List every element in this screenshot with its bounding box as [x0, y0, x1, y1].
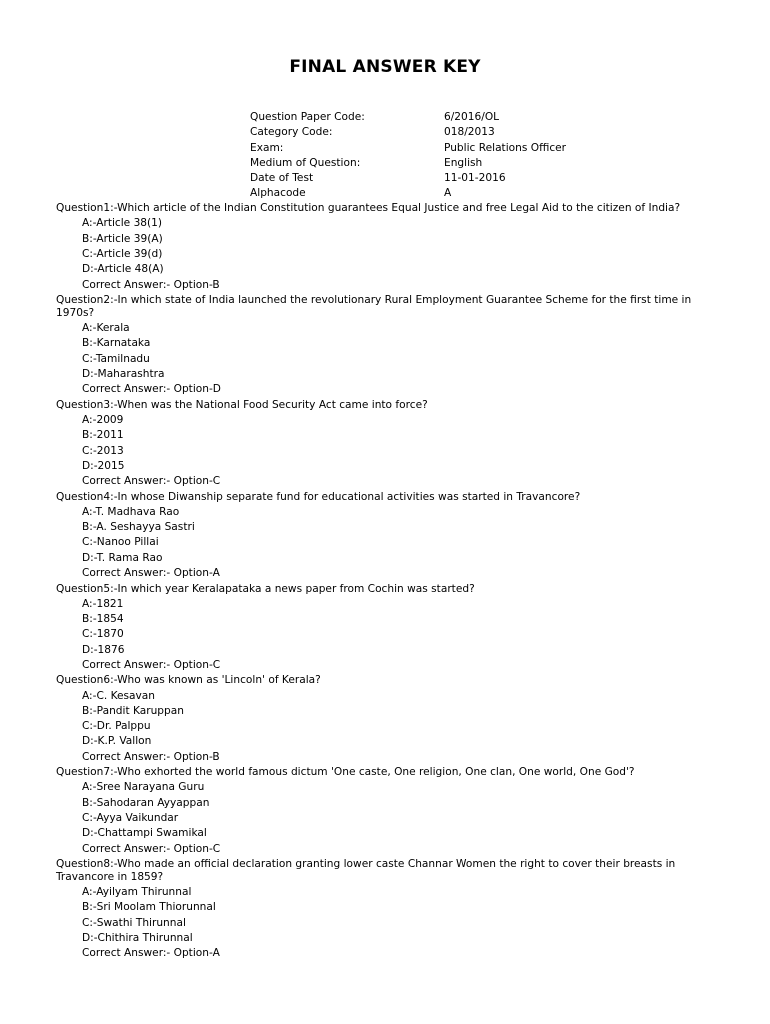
option-d: D:-Chattampi Swamikal	[82, 827, 207, 840]
question-list	[56, 201, 696, 962]
option-b: B:-Sri Moolam Thiorunnal	[82, 901, 216, 914]
option-c: C:-1870	[82, 628, 124, 641]
option-c: C:-Ayya Vaikundar	[82, 812, 179, 825]
meta-row-exam	[250, 141, 566, 156]
meta-label: Category Code:	[250, 126, 333, 139]
option-c: C:-Swathi Thirunnal	[82, 916, 186, 929]
question-text: Question6:-Who was known as 'Lincoln' of Kerala?	[56, 674, 321, 687]
option-b: B:-Karnataka	[82, 337, 151, 350]
exam-details	[250, 110, 566, 202]
question-8	[56, 857, 696, 962]
option-d: D:-2015	[82, 459, 125, 472]
meta-value: 6/2016/OL	[444, 111, 500, 123]
meta-label: Date of Test	[250, 172, 314, 185]
option-a: A:-T. Madhava Rao	[82, 505, 180, 518]
option-d: D:-K.P. Vallon	[82, 735, 152, 748]
correct-answer: Correct Answer:- Option-D	[82, 383, 221, 396]
option-b: B:-A. Seshayya Sastri	[82, 521, 195, 534]
correct-answer: Correct Answer:- Option-C	[82, 658, 221, 671]
meta-label: Question Paper Code:	[250, 111, 365, 123]
meta-value: Public Relations Officer	[444, 141, 567, 154]
meta-row-medium	[250, 156, 566, 171]
meta-label: Alphacode	[250, 187, 306, 200]
option-a: A:-2009	[82, 413, 124, 426]
question-4	[56, 489, 696, 581]
correct-answer: Correct Answer:- Option-C	[82, 475, 221, 488]
option-b: B:-Sahodaran Ayyappan	[82, 796, 210, 809]
option-a: A:-Sree Narayana Guru	[82, 781, 205, 794]
option-a: A:-Ayilyam Thirunnal	[82, 886, 192, 899]
option-d: D:-T. Rama Rao	[82, 551, 163, 564]
option-c: C:-Tamilnadu	[82, 352, 150, 365]
question-3	[56, 398, 696, 490]
option-c: C:-Article 39(d)	[82, 247, 163, 260]
option-d: D:-Maharashtra	[82, 367, 165, 380]
correct-answer: Correct Answer:- Option-B	[82, 278, 220, 291]
meta-label: Exam:	[250, 141, 284, 154]
question-text: Question1:-Which article of the Indian Constitution guarantees Equal Justice and free Legal Aid to the citizen of India?	[56, 202, 681, 215]
option-d: D:-Chithira Thirunnal	[82, 932, 193, 944]
question-text: Question3:-When was the National Food Security Act came into force?	[56, 398, 428, 411]
option-d: D:-1876	[82, 643, 125, 656]
option-c: C:-2013	[82, 444, 124, 457]
correct-answer: Correct Answer:- Option-C	[82, 842, 221, 855]
meta-row-category-code	[250, 125, 566, 140]
question-6	[56, 673, 696, 765]
question-7	[56, 765, 696, 857]
option-d: D:-Article 48(A)	[82, 263, 164, 276]
option-b: B:-2011	[82, 429, 124, 442]
correct-answer: Correct Answer:- Option-A	[82, 567, 220, 579]
meta-row-paper-code	[250, 110, 566, 125]
question-1	[56, 201, 696, 293]
correct-answer: Correct Answer:- Option-A	[82, 947, 220, 960]
question-text: Question2:-In which state of India launched the revolutionary Rural Employment Guarantee Scheme for the first time in 1970s?	[56, 294, 692, 319]
meta-row-date	[250, 171, 566, 186]
option-b: B:-Article 39(A)	[82, 232, 163, 245]
question-5	[56, 581, 696, 673]
question-text: Question5:-In which year Keralapataka a news paper from Cochin was started?	[56, 582, 475, 595]
question-2	[56, 293, 696, 398]
meta-value: English	[444, 156, 483, 169]
option-a: A:-Article 38(1)	[82, 217, 163, 230]
correct-answer: Correct Answer:- Option-B	[82, 750, 220, 763]
page-title: FINAL ANSWER KEY	[289, 57, 481, 77]
option-b: B:-Pandit Karuppan	[82, 704, 184, 717]
option-b: B:-1854	[82, 612, 124, 625]
option-c: C:-Nanoo Pillai	[82, 536, 159, 549]
meta-value: 018/2013	[444, 126, 495, 139]
option-a: A:-C. Kesavan	[82, 689, 156, 702]
question-text: Question7:-Who exhorted the world famous dictum 'One caste, One religion, One clan, One world, One God'?	[56, 766, 635, 779]
question-text: Question8:-Who made an official declaration granting lower caste Channar Women the right to cover their breasts in Travancore in 1859?	[56, 858, 676, 884]
option-a: A:-1821	[82, 597, 124, 610]
meta-label: Medium of Question:	[250, 156, 361, 169]
meta-value: 11-01-2016	[444, 172, 506, 185]
option-c: C:-Dr. Palppu	[82, 720, 151, 733]
meta-row-alphacode	[250, 186, 566, 201]
question-text: Question4:-In whose Diwanship separate fund for educational activities was started in Travancore?	[56, 490, 581, 503]
option-a: A:-Kerala	[82, 322, 130, 335]
meta-value: A	[444, 187, 452, 200]
